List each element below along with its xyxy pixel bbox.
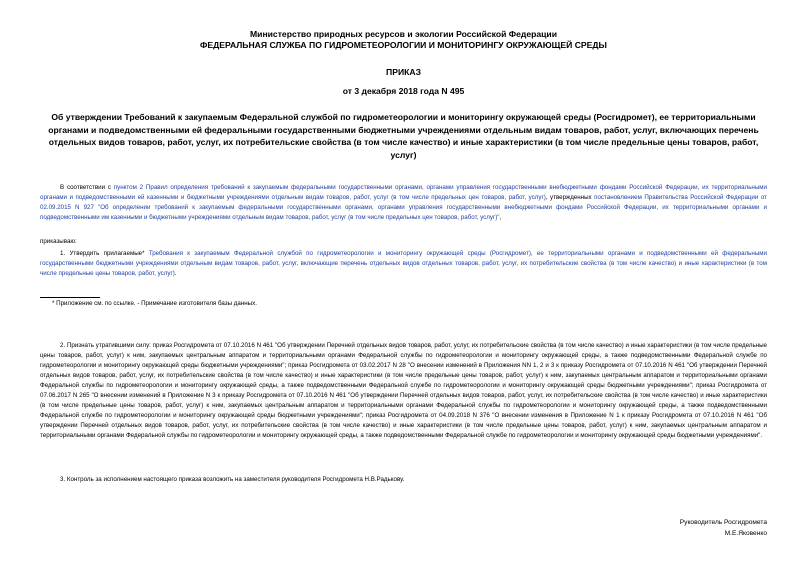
ordered-word: приказываю: <box>40 238 77 245</box>
rules-link[interactable]: пунктом 2 Правил определения требований к закупаемым федеральными государственными органами, органами управления государственными внебюджетными фондами Российской Федерации, их территориальными органами и подведомственными ей казенными и бюджетными учреждениями отдельным видам товаров, работ, услуг (в том числе предельных цен товаров, работ, услуг) <box>40 184 767 201</box>
preamble-text-end: , <box>499 214 502 221</box>
footnote: * Приложение см. по ссылке. - Примечание изготовителя базы данных. <box>52 300 257 307</box>
order-subject: Об утверждении Требований к закупаемым Федеральной службой по гидрометеорологии и мониторингу окружающей среды (Росгидромет), ее территориальными органами и подведомственными ей федеральными государственными бюджетными учреждениями отдельным видам товаров, работ, услуг, включающих перечень отдельных видов товаров, работ, услуг, их потребительские свойства (в том числе качество) и иные характеристики (в том числе предельные цены товаров, работ, услуг) <box>48 112 759 160</box>
approve-text-start: 1. Утвердить прилагаемые* <box>60 250 149 257</box>
signatory-position: Руководитель Росгидромета <box>679 519 767 526</box>
requirements-link[interactable]: Требования к закупаемым Федеральной службой по гидрометеорологии и мониторингу окружающей среды (Росгидромет), ее территориальными органами и подведомственными ей федеральными государственными бюджетными учреждениями отдельным видам товаров, работ, услуг, включающие перечень отдельных видов отдельных товаров, работ, услуг, их потребительские свойства (в том числе качество) и иные характеристики (в том числе предельные цены товаров, работ, услуг) <box>40 250 767 277</box>
paragraph-repeal: 2. Признать утратившими силу: приказ Росгидромета от 07.10.2016 N 461 "Об утверждении Перечней отдельных видов товаров, работ, услуг, их потребительские свойства (в том числе качество) и иные характеристики (в том числе предельные цены товаров, работ, услуг) к ним, закупаемых центральным аппаратом и территориальными органами Федеральной службы по гидрометеорологии и мониторингу окружающей среды, а также подведомственными Федеральной службе по гидрометеорологии и мониторингу окружающей среды бюджетными учреждениями"; приказ Росгидромета от 03.02.2017 N 28 "О внесении изменений в Приложения NN 1, 2 и 3 к приказу Росгидромета от 07.10.2016 N 461 "Об утверждении Перечней отдельных видов товаров, работ, услуг, их потребительские свойства (в том числе качество) и иные характеристики (в том числе предельные цены товаров, работ, услуг) к ним, закупаемых центральным аппаратом и территориальными органами Федеральной службы по гидрометеорологии и мониторингу окружающей среды, а также подведомственными Федеральной службе по гидрометеорологии и мониторингу окружающей среды бюджетными учреждениями"; приказ Росгидромета от 07.06.2017 N 265 "О внесении изменений в Приложение N 3 к приказу Росгидромета от 07.10.2016 N 461 "Об утверждении Перечней отдельных видов товаров, работ, услуг, их потребительские свойства (в том числе качество) и иные характеристики (в том числе предельные цены товаров, работ, услуг) к ним, закупаемых центральным аппаратом и территориальными органами Федеральной службы по гидрометеорологии и мониторингу окружающей среды, а также подведомственными Федеральной службе по гидрометеорологии и мониторингу окружающей среды бюджетными учреждениями"; приказ Росгидромета от 04.09.2018 N 376 "О внесении изменения в Приложение N 1 к приказу Росгидромета от 07.10.2016 N 461 "Об утверждении Перечней отдельных видов товаров, работ, услуг, их потребительские свойства (в том числе качество) и иные характеристики (в том числе предельные цены товаров, работ, услуг) к ним, закупаемых центральным аппаратом и территориальными органами Федеральной службы по гидрометеорологии и мониторингу окружающей среды, а также подведомственными Федеральной службе по гидрометеорологии и мониторингу окружающей среды бюджетными учреждениями". <box>40 342 767 439</box>
service-heading: ФЕДЕРАЛЬНАЯ СЛУЖБА ПО ГИДРОМЕТЕОРОЛОГИИ И МОНИТОРИНГУ ОКРУЖАЮЩЕЙ СРЕДЫ <box>200 40 607 50</box>
paragraph-preamble <box>40 183 767 223</box>
resolution-link[interactable]: постановлением Правительства Российской Федерации от 02.09.2015 N 927 "Об определении требований к закупаемым федеральными государственными органами, органами управления государственными внебюджетными фондами Российской Федерации, их территориальными органами и подведомственными им казенными и бюджетными учреждениями отдельным видам товаров, работ, услуг (в том числе предельных цен товаров, работ, услуг)" <box>40 194 767 221</box>
paragraph-control: 3. Контроль за исполнением настоящего приказа возложить на заместителя руководителя Росгидромета Н.В.Радькову. <box>60 476 405 483</box>
ministry-heading: Министерство природных ресурсов и экологии Российской Федерации <box>250 29 557 39</box>
preamble-text-mid: , утвержденных <box>545 194 595 201</box>
footnote-divider <box>40 297 100 298</box>
preamble-text-start: В соответствии с <box>60 184 114 191</box>
order-title: ПРИКАЗ <box>386 67 421 77</box>
paragraph-approve <box>40 249 767 279</box>
approve-text-end: . <box>174 270 177 277</box>
signatory-name: М.Е.Яковенко <box>724 530 767 537</box>
order-date: от 3 декабря 2018 года N 495 <box>342 86 465 96</box>
